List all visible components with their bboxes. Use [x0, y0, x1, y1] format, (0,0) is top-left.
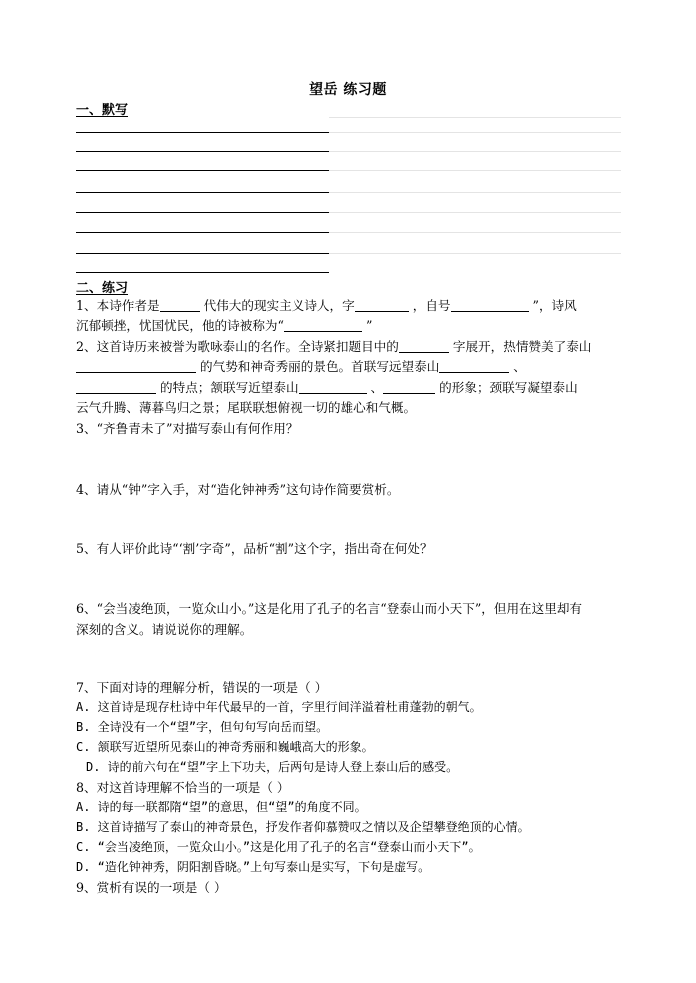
answer-blank[interactable]: [284, 319, 362, 332]
question-8-option-b[interactable]: B. 这首诗描写了泰山的神奇景色，抒发作者仰慕赞叹之情以及企望攀登绝顶的心情。: [76, 820, 530, 834]
writing-line-right: [329, 170, 621, 171]
question-2-line-3: 的特点；颔联写近望泰山 、 的形象；颈联写凝望泰山: [76, 379, 624, 396]
answer-blank[interactable]: [160, 299, 200, 312]
question-8-option-a[interactable]: A. 诗的每一联都隋“望”的意思，但“望”的角度不同。: [76, 800, 367, 814]
question-8-stem: 8、对这首诗理解不恰当的一项是（ ）: [76, 780, 290, 795]
section-heading-practice: 二、练习: [76, 281, 129, 296]
writing-line: [76, 212, 329, 213]
writing-line-right: [329, 151, 621, 152]
question-6-line-1: 6、“会当凌绝顶，一览众山小。”这是化用了孔子的名言“登泰山而小天下”，但用在这里却有: [76, 601, 583, 616]
writing-line: [76, 253, 329, 254]
writing-line-right: [329, 192, 621, 193]
answer-blank[interactable]: [299, 381, 367, 394]
question-7-option-c[interactable]: C. 颔联写近望所见泰山的神奇秀丽和巍峨高大的形象。: [76, 740, 374, 754]
question-8-option-c[interactable]: C. “会当凌绝顶，一览众山小。”这是化用了孔子的名言“登泰山而小天下”。: [76, 840, 481, 854]
answer-blank[interactable]: [383, 381, 435, 394]
writing-line-right: [329, 253, 621, 254]
question-6-line-2: 深刻的含义。请说说你的理解。: [76, 622, 253, 637]
answer-blank[interactable]: [451, 299, 529, 312]
question-2-line-4: 云气升腾、薄暮鸟归之景；尾联联想俯视一切的雄心和气概。: [76, 400, 417, 415]
question-1-line-2: 沉郁顿挫，忧国忧民，他的诗被称为“ ”: [76, 318, 373, 333]
question-4: 4、请从“钟”字入手，对“造化钟神秀”这句诗作简要赏析。: [76, 482, 400, 497]
question-8-option-d[interactable]: D. “造化钟神秀，阴阳割昏晓。”上句写泰山是实写，下句是虚写。: [76, 860, 431, 874]
section-heading-recite: 一、默写: [76, 103, 129, 118]
question-9-stem: 9、赏析有误的一项是（ ）: [76, 880, 227, 895]
question-3: 3、“齐鲁青未了”对描写泰山有何作用？: [76, 421, 299, 436]
writing-line: [76, 170, 329, 171]
question-2-line-1: 2、这首诗历来被誉为歌咏泰山的名作。全诗紧扣题目中的 字展开，热情赞美了泰山: [76, 339, 592, 354]
answer-blank[interactable]: [76, 381, 156, 394]
writing-line: [76, 272, 329, 273]
question-2-line-2: 的气势和神奇秀丽的景色。首联写远望泰山 、: [76, 358, 624, 375]
answer-blank[interactable]: [76, 360, 196, 373]
writing-line-right: [329, 132, 621, 133]
question-7-option-b[interactable]: B. 全诗没有一个“望”字，但句句写向岳而望。: [76, 720, 329, 734]
answer-blank[interactable]: [399, 340, 449, 353]
writing-line: [76, 192, 329, 193]
question-1-line-1: 1、本诗作者是 代伟大的现实主义诗人，字 ，自号 ”，诗风: [76, 298, 577, 313]
question-5: 5、有人评价此诗“‘割’字奇”，品析“割”这个字，指出奇在何处？: [76, 541, 433, 556]
question-7-stem: 7、下面对诗的理解分析，错误的一项是（ ）: [76, 680, 328, 695]
writing-line: [76, 232, 329, 233]
writing-line: [76, 132, 329, 133]
writing-line-right: [329, 117, 621, 118]
answer-blank[interactable]: [355, 299, 409, 312]
writing-line-right: [329, 232, 621, 233]
page-title: 望岳 练习题: [309, 82, 387, 98]
question-7-option-a[interactable]: A. 这首诗是现存杜诗中年代最早的一首，字里行间洋溢着杜甫蓬勃的朝气。: [76, 700, 482, 714]
question-7-option-d[interactable]: D. 诗的前六句在“望”字上下功夫，后两句是诗人登上泰山后的感受。: [86, 760, 459, 774]
writing-line: [76, 151, 329, 152]
answer-blank[interactable]: [439, 360, 509, 373]
writing-line-right: [329, 212, 621, 213]
